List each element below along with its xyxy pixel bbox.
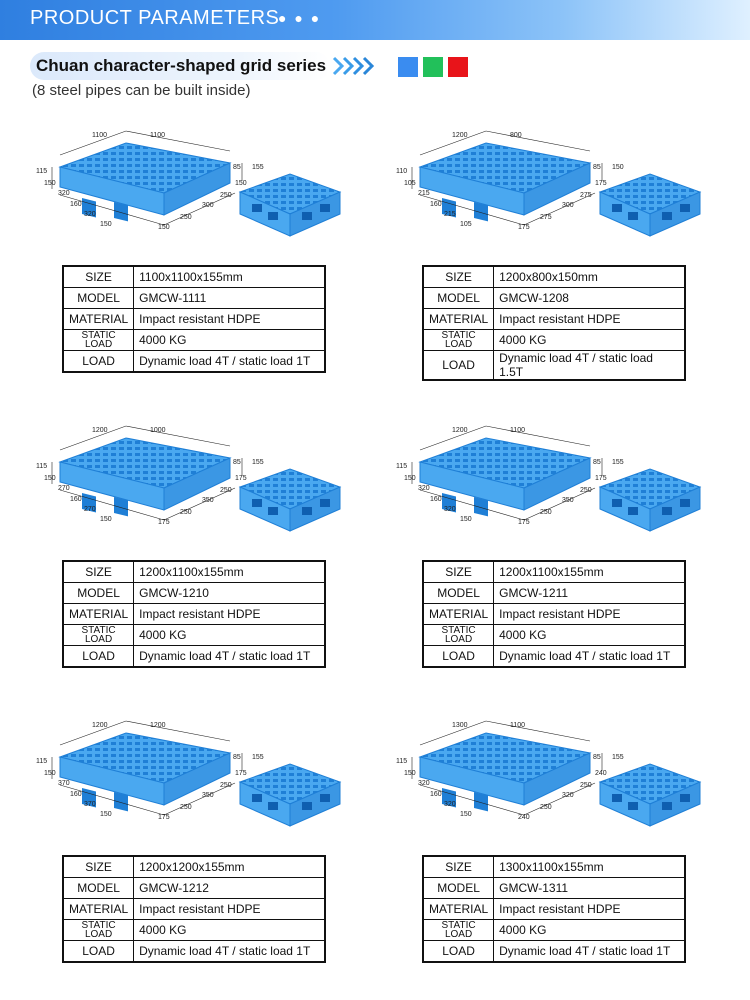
color-swatches <box>398 57 468 77</box>
page-title: PRODUCT PARAMETERS <box>30 7 280 29</box>
dimension-label: 160 <box>430 201 442 208</box>
dimension-label: 150 <box>460 516 472 523</box>
spec-key-static: STATIC LOAD <box>63 920 134 941</box>
spec-row <box>423 899 685 920</box>
spec-value-load: Dynamic load 4T / static load 1T <box>134 941 325 963</box>
swatch-red <box>448 57 468 77</box>
dimension-label: 350 <box>202 792 214 799</box>
dimension-label: 115 <box>396 463 408 470</box>
spec-key-static: STATIC LOAD <box>63 625 134 646</box>
dimension-label: 85 <box>593 164 601 171</box>
dimension-label: 250 <box>180 804 192 811</box>
spec-key-material: MATERIAL <box>423 309 494 330</box>
spec-table <box>62 560 326 668</box>
chevron-arrows-icon <box>332 54 380 78</box>
dimension-label: 250 <box>220 487 232 494</box>
pallet-illustration <box>390 115 730 255</box>
dimension-label: 300 <box>562 202 574 209</box>
spec-value-static: 4000 KG <box>134 330 325 351</box>
spec-table <box>62 265 326 373</box>
spec-row <box>423 941 685 963</box>
spec-value-material: Impact resistant HDPE <box>134 309 325 330</box>
dimension-label: 320 <box>418 485 430 492</box>
dimension-label: 110 <box>396 168 408 175</box>
spec-row <box>63 941 325 963</box>
pallet-illustration <box>30 115 370 255</box>
spec-key-material: MATERIAL <box>63 309 134 330</box>
spec-key-size: SIZE <box>423 266 494 288</box>
spec-row <box>63 625 325 646</box>
dimension-label: 175 <box>595 180 607 187</box>
dimension-label: 160 <box>70 496 82 503</box>
dimension-label: 350 <box>202 497 214 504</box>
dimension-label: 250 <box>540 804 552 811</box>
dimension-label: 275 <box>540 214 552 221</box>
spec-row <box>63 583 325 604</box>
dimension-label: 215 <box>418 190 430 197</box>
dimension-label: 1300 <box>452 722 468 729</box>
dimension-label: 150 <box>100 516 112 523</box>
dimension-label: 175 <box>235 475 247 482</box>
dimension-label: 105 <box>460 221 472 228</box>
dimension-label: 115 <box>396 758 408 765</box>
product-block <box>390 705 730 985</box>
spec-key-material: MATERIAL <box>423 604 494 625</box>
dimension-label: 150 <box>44 475 56 482</box>
dimension-label: 275 <box>580 192 592 199</box>
dimension-label: 150 <box>404 475 416 482</box>
spec-value-material: Impact resistant HDPE <box>134 604 325 625</box>
dimension-label: 250 <box>180 214 192 221</box>
spec-row <box>63 856 325 878</box>
dimension-label: 105 <box>404 180 416 187</box>
spec-row <box>63 351 325 373</box>
spec-value-static: 4000 KG <box>134 920 325 941</box>
dimension-label: 150 <box>612 164 624 171</box>
spec-value-static: 4000 KG <box>494 330 685 351</box>
spec-key-model: MODEL <box>423 583 494 604</box>
spec-key-material: MATERIAL <box>423 899 494 920</box>
spec-row <box>423 288 685 309</box>
dimension-label: 300 <box>202 202 214 209</box>
spec-value-model: GMCW-1210 <box>134 583 325 604</box>
spec-row <box>423 266 685 288</box>
spec-value-material: Impact resistant HDPE <box>494 899 685 920</box>
spec-value-model: GMCW-1211 <box>494 583 685 604</box>
dimension-label: 175 <box>235 770 247 777</box>
dimension-label: 800 <box>510 132 522 139</box>
spec-key-static: STATIC LOAD <box>423 920 494 941</box>
spec-value-model: GMCW-1212 <box>134 878 325 899</box>
spec-value-size: 1200x1100x155mm <box>134 561 325 583</box>
dimension-label: 155 <box>252 164 264 171</box>
dimension-label: 150 <box>460 811 472 818</box>
spec-row <box>423 604 685 625</box>
spec-key-size: SIZE <box>63 856 134 878</box>
spec-key-size: SIZE <box>63 561 134 583</box>
spec-value-model: GMCW-1111 <box>134 288 325 309</box>
product-block <box>30 705 370 985</box>
spec-key-load: LOAD <box>423 941 494 963</box>
spec-key-static: STATIC LOAD <box>423 330 494 351</box>
dimension-label: 1200 <box>92 427 108 434</box>
dimension-label: 240 <box>518 814 530 821</box>
spec-value-load: Dynamic load 4T / static load 1T <box>494 646 685 668</box>
spec-value-load: Dynamic load 4T / static load 1T <box>134 351 325 373</box>
dimension-label: 1200 <box>452 427 468 434</box>
dimension-label: 370 <box>58 780 70 787</box>
spec-value-load: Dynamic load 4T / static load 1.5T <box>494 351 685 381</box>
dimension-label: 150 <box>158 224 170 231</box>
dimension-label: 320 <box>444 801 456 808</box>
spec-key-load: LOAD <box>63 941 134 963</box>
spec-key-size: SIZE <box>63 266 134 288</box>
spec-value-size: 1200x1200x155mm <box>134 856 325 878</box>
spec-table <box>62 855 326 963</box>
dimension-label: 155 <box>612 459 624 466</box>
spec-row <box>63 561 325 583</box>
dimension-label: 85 <box>233 459 241 466</box>
pallet-illustration <box>30 410 370 550</box>
dimension-label: 250 <box>180 509 192 516</box>
spec-key-model: MODEL <box>63 288 134 309</box>
dimension-label: 320 <box>418 780 430 787</box>
spec-table <box>422 855 686 963</box>
spec-row <box>423 878 685 899</box>
spec-table <box>422 265 686 381</box>
dimension-label: 1100 <box>510 427 526 434</box>
spec-row <box>423 309 685 330</box>
spec-row <box>423 583 685 604</box>
dimension-label: 1000 <box>150 427 166 434</box>
dimension-label: 160 <box>430 496 442 503</box>
dimension-label: 85 <box>593 754 601 761</box>
header-dots: ● ● ● <box>278 10 322 26</box>
dimension-label: 320 <box>562 792 574 799</box>
spec-row <box>63 878 325 899</box>
dimension-label: 155 <box>252 459 264 466</box>
spec-row <box>423 920 685 941</box>
spec-key-model: MODEL <box>423 288 494 309</box>
dimension-label: 1200 <box>92 722 108 729</box>
swatch-blue <box>398 57 418 77</box>
spec-key-load: LOAD <box>423 646 494 668</box>
dimension-label: 155 <box>612 754 624 761</box>
spec-value-size: 1200x1100x155mm <box>494 561 685 583</box>
dimension-label: 150 <box>235 180 247 187</box>
dimension-label: 370 <box>84 801 96 808</box>
dimension-label: 85 <box>593 459 601 466</box>
dimension-label: 250 <box>220 782 232 789</box>
spec-table <box>422 560 686 668</box>
spec-row <box>423 351 685 381</box>
spec-key-model: MODEL <box>423 878 494 899</box>
dimension-label: 215 <box>444 211 456 218</box>
dimension-label: 175 <box>518 519 530 526</box>
spec-row <box>423 625 685 646</box>
spec-row <box>423 330 685 351</box>
dimension-label: 175 <box>158 519 170 526</box>
spec-value-model: GMCW-1311 <box>494 878 685 899</box>
spec-value-load: Dynamic load 4T / static load 1T <box>134 646 325 668</box>
spec-value-static: 4000 KG <box>494 625 685 646</box>
dimension-label: 1100 <box>92 132 108 139</box>
dimension-label: 1200 <box>150 722 166 729</box>
pallet-illustration <box>30 705 370 845</box>
spec-row <box>423 561 685 583</box>
spec-value-size: 1200x800x150mm <box>494 266 685 288</box>
spec-value-material: Impact resistant HDPE <box>494 309 685 330</box>
dimension-label: 320 <box>84 211 96 218</box>
dimension-label: 250 <box>580 782 592 789</box>
dimension-label: 175 <box>158 814 170 821</box>
dimension-label: 175 <box>518 224 530 231</box>
spec-value-static: 4000 KG <box>134 625 325 646</box>
dimension-label: 85 <box>233 164 241 171</box>
dimension-label: 150 <box>100 221 112 228</box>
dimension-label: 155 <box>252 754 264 761</box>
spec-row <box>63 604 325 625</box>
dimension-label: 150 <box>404 770 416 777</box>
product-block <box>30 115 370 395</box>
spec-key-model: MODEL <box>63 878 134 899</box>
spec-key-model: MODEL <box>63 583 134 604</box>
spec-value-size: 1300x1100x155mm <box>494 856 685 878</box>
spec-row <box>423 856 685 878</box>
dimension-label: 150 <box>100 811 112 818</box>
dimension-label: 250 <box>580 487 592 494</box>
series-title-bar <box>30 52 330 80</box>
spec-row <box>63 288 325 309</box>
spec-value-model: GMCW-1208 <box>494 288 685 309</box>
dimension-label: 150 <box>44 770 56 777</box>
spec-value-size: 1100x1100x155mm <box>134 266 325 288</box>
dimension-label: 1100 <box>510 722 526 729</box>
spec-row <box>63 920 325 941</box>
spec-value-load: Dynamic load 4T / static load 1T <box>494 941 685 963</box>
spec-key-load: LOAD <box>63 646 134 668</box>
dimension-label: 160 <box>70 201 82 208</box>
dimension-label: 250 <box>540 509 552 516</box>
dimension-label: 320 <box>444 506 456 513</box>
spec-row <box>423 646 685 668</box>
dimension-label: 270 <box>58 485 70 492</box>
pallet-illustration <box>390 410 730 550</box>
spec-key-material: MATERIAL <box>63 604 134 625</box>
dimension-label: 85 <box>233 754 241 761</box>
dimension-label: 115 <box>36 463 48 470</box>
dimension-label: 1200 <box>452 132 468 139</box>
dimension-label: 115 <box>36 168 48 175</box>
swatch-green <box>423 57 443 77</box>
header-banner <box>0 0 750 40</box>
spec-row <box>63 266 325 288</box>
dimension-label: 160 <box>70 791 82 798</box>
spec-key-size: SIZE <box>423 561 494 583</box>
pallet-illustration <box>390 705 730 845</box>
dimension-label: 250 <box>220 192 232 199</box>
product-block <box>390 115 730 395</box>
spec-row <box>63 330 325 351</box>
product-block <box>390 410 730 690</box>
dimension-label: 1100 <box>150 132 166 139</box>
dimension-label: 270 <box>84 506 96 513</box>
dimension-label: 160 <box>430 791 442 798</box>
spec-key-load: LOAD <box>423 351 494 381</box>
dimension-label: 115 <box>36 758 48 765</box>
series-note: (8 steel pipes can be built inside) <box>32 82 251 99</box>
spec-key-static: STATIC LOAD <box>423 625 494 646</box>
spec-key-size: SIZE <box>423 856 494 878</box>
dimension-label: 240 <box>595 770 607 777</box>
spec-row <box>63 646 325 668</box>
dimension-label: 350 <box>562 497 574 504</box>
spec-row <box>63 899 325 920</box>
spec-key-material: MATERIAL <box>63 899 134 920</box>
spec-key-load: LOAD <box>63 351 134 373</box>
dimension-label: 175 <box>595 475 607 482</box>
product-block <box>30 410 370 690</box>
spec-value-static: 4000 KG <box>494 920 685 941</box>
dimension-label: 320 <box>58 190 70 197</box>
series-title: Chuan character-shaped grid series <box>36 56 327 75</box>
spec-row <box>63 309 325 330</box>
spec-key-static: STATIC LOAD <box>63 330 134 351</box>
spec-value-material: Impact resistant HDPE <box>494 604 685 625</box>
dimension-label: 150 <box>44 180 56 187</box>
spec-value-material: Impact resistant HDPE <box>134 899 325 920</box>
